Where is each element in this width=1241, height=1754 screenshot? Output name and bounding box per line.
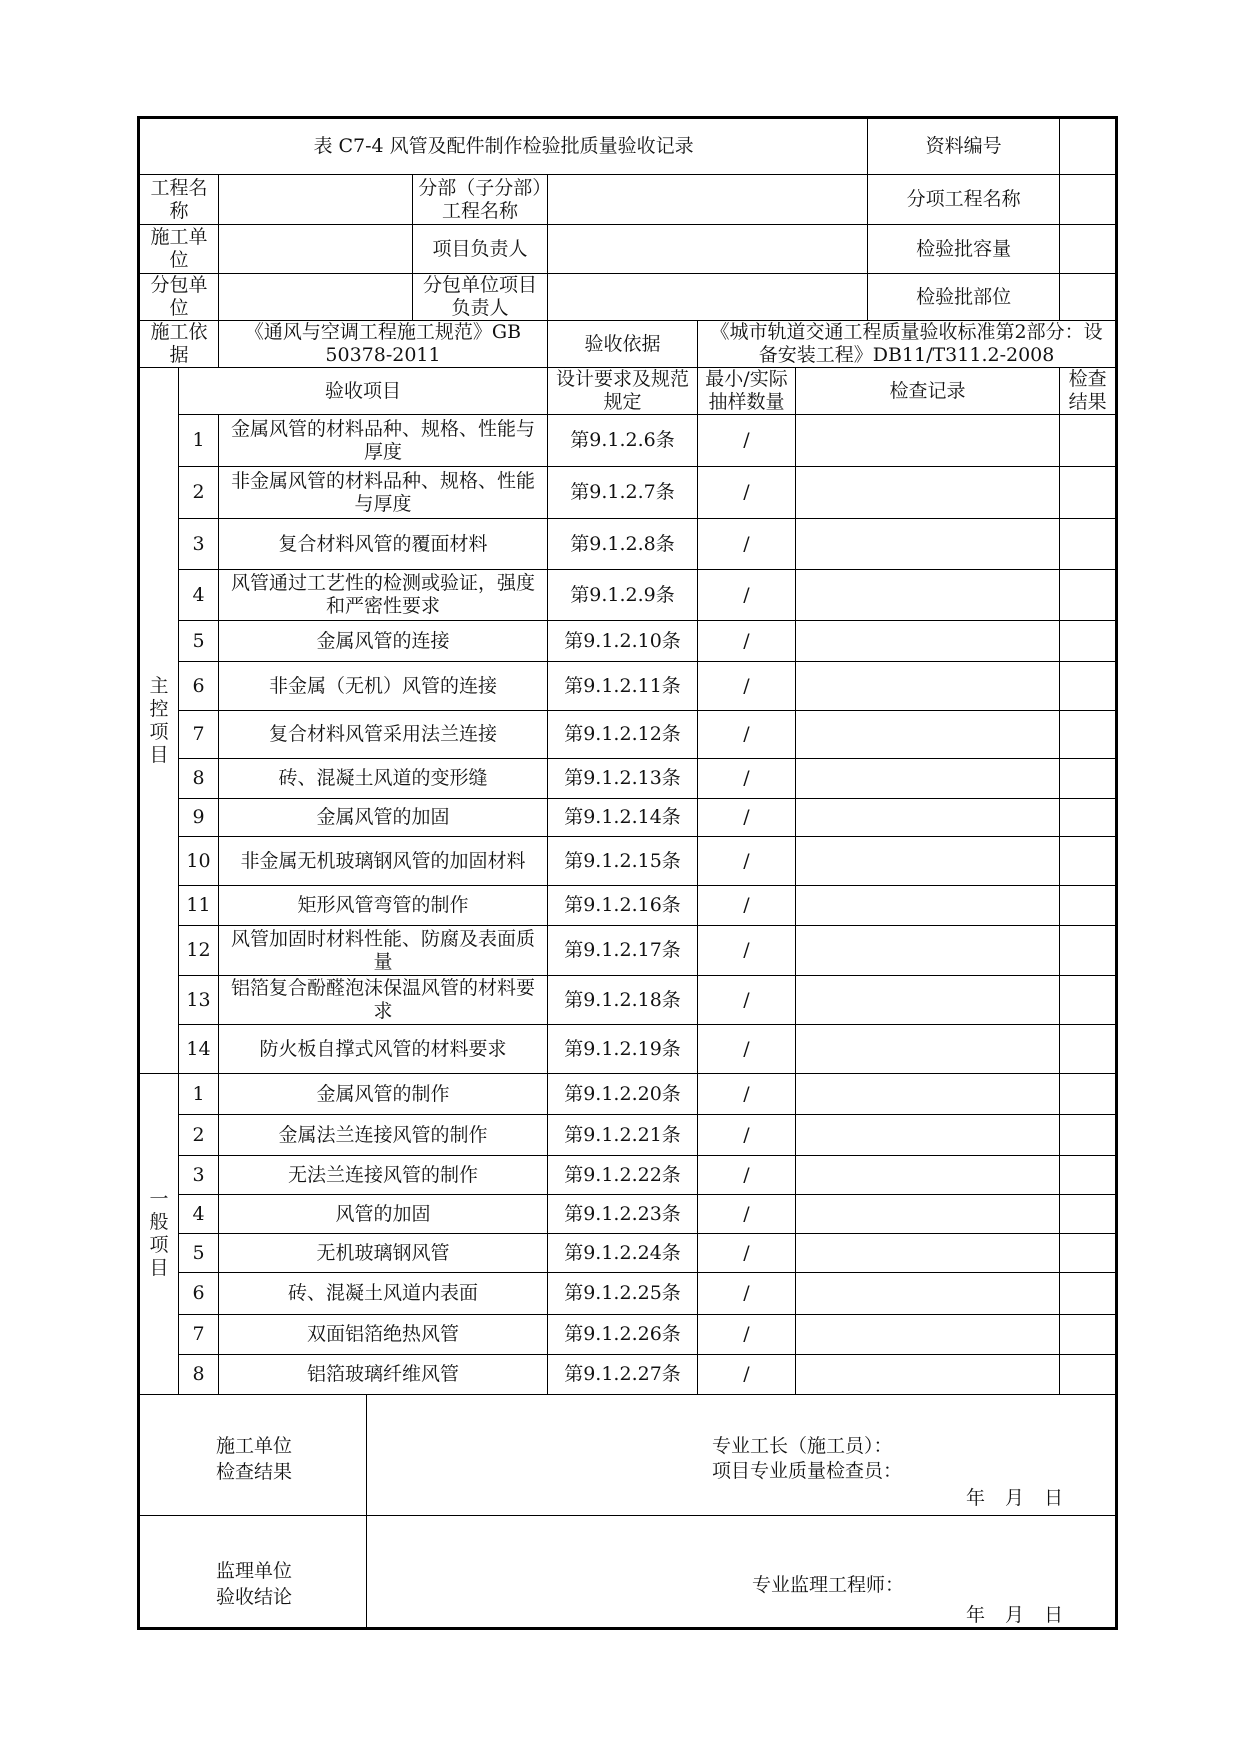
item-no: 3 [179, 1156, 219, 1195]
date-label-2: 年 月 日 [966, 1604, 1064, 1626]
item-record[interactable] [796, 759, 1060, 799]
item-record[interactable] [796, 621, 1060, 662]
item-no: 9 [179, 799, 219, 837]
item-no: 4 [179, 1195, 219, 1234]
item-no: 5 [179, 1234, 219, 1273]
item-clause: 第9.1.2.20条 [548, 1074, 698, 1115]
col-design-header: 设计要求及规范规定 [548, 368, 698, 415]
item-sample[interactable]: / [698, 415, 796, 467]
item-record[interactable] [796, 662, 1060, 711]
table-row [139, 976, 1117, 1025]
item-clause: 第9.1.2.9条 [548, 570, 698, 621]
item-clause: 第9.1.2.21条 [548, 1115, 698, 1156]
item-result[interactable] [1060, 621, 1117, 662]
item-record[interactable] [796, 799, 1060, 837]
item-record[interactable] [796, 711, 1060, 759]
item-record[interactable] [796, 1156, 1060, 1195]
item-sample[interactable]: / [698, 1355, 796, 1395]
subdivision-label: 分部（子分部）工程名称 [413, 175, 548, 225]
item-clause: 第9.1.2.8条 [548, 519, 698, 570]
table-row [139, 1156, 1117, 1195]
item-name: 金属法兰连接风管的制作 [219, 1115, 548, 1156]
item-result[interactable] [1060, 759, 1117, 799]
item-no: 3 [179, 519, 219, 570]
item-record[interactable] [796, 886, 1060, 926]
item-name: 非金属（无机）风管的连接 [219, 662, 548, 711]
item-clause: 第9.1.2.23条 [548, 1195, 698, 1234]
qc-label: 项目专业质量检查员： [712, 1460, 903, 1482]
item-sample[interactable]: / [698, 711, 796, 759]
item-sample[interactable]: / [698, 886, 796, 926]
col-record-header: 检查记录 [796, 368, 1060, 415]
supervisor-signoff-area[interactable] [367, 1516, 1117, 1629]
item-result[interactable] [1060, 1355, 1117, 1395]
item-sample[interactable]: / [698, 976, 796, 1025]
item-result[interactable] [1060, 1315, 1117, 1355]
item-record[interactable] [796, 926, 1060, 976]
item-name: 复合材料风管的覆面材料 [219, 519, 548, 570]
item-no: 4 [179, 570, 219, 621]
item-name: 风管的加固 [219, 1195, 548, 1234]
item-no: 12 [179, 926, 219, 976]
project-name-value[interactable] [219, 175, 413, 225]
item-sample[interactable]: / [698, 799, 796, 837]
item-record[interactable] [796, 1234, 1060, 1273]
table-row [139, 759, 1117, 799]
sub-manager-value[interactable] [548, 274, 868, 321]
item-clause: 第9.1.2.15条 [548, 837, 698, 886]
item-clause: 第9.1.2.10条 [548, 621, 698, 662]
item-record[interactable] [796, 1273, 1060, 1315]
table-row [139, 1115, 1117, 1156]
batch-location-label: 检验批部位 [868, 274, 1060, 321]
table-row [139, 570, 1117, 621]
item-result[interactable] [1060, 1156, 1117, 1195]
table-row [139, 1315, 1117, 1355]
item-sample[interactable]: / [698, 1025, 796, 1074]
item-no: 13 [179, 976, 219, 1025]
item-no: 11 [179, 886, 219, 926]
project-name-label: 工程名称 [139, 175, 219, 225]
item-name: 矩形风管弯管的制作 [219, 886, 548, 926]
table-row [139, 926, 1117, 976]
table-row [139, 662, 1117, 711]
item-sample[interactable]: / [698, 837, 796, 886]
contractor-signoff-area[interactable] [367, 1395, 1117, 1516]
item-name: 铝箔复合酚醛泡沫保温风管的材料要求 [219, 976, 548, 1025]
basis-label: 施工依据 [139, 321, 219, 368]
item-sample[interactable]: / [698, 926, 796, 976]
item-no: 8 [179, 759, 219, 799]
supervisor-signoff-line1: 监理单位 [216, 1560, 293, 1582]
general-group-label: 一 般 项 目 [139, 1074, 179, 1395]
item-clause: 第9.1.2.22条 [548, 1156, 698, 1195]
item-no: 7 [179, 1315, 219, 1355]
main-group-label: 主 控 项 目 [139, 368, 179, 1074]
item-clause: 第9.1.2.17条 [548, 926, 698, 976]
table-row [139, 467, 1117, 519]
item-result[interactable] [1060, 570, 1117, 621]
subitem-label: 分项工程名称 [868, 175, 1060, 225]
item-name: 金属风管的材料品种、规格、性能与厚度 [219, 415, 548, 467]
item-record[interactable] [796, 1115, 1060, 1156]
table-row [139, 415, 1117, 467]
item-result[interactable] [1060, 1273, 1117, 1315]
item-name: 风管通过工艺性的检测或验证，强度和严密性要求 [219, 570, 548, 621]
item-name: 砖、混凝土风道内表面 [219, 1273, 548, 1315]
item-sample[interactable]: / [698, 1234, 796, 1273]
engineer-label: 专业监理工程师： [752, 1574, 905, 1596]
item-no: 5 [179, 621, 219, 662]
item-record[interactable] [796, 467, 1060, 519]
item-record[interactable] [796, 519, 1060, 570]
item-name: 金属风管的制作 [219, 1074, 548, 1115]
item-sample[interactable]: / [698, 467, 796, 519]
item-record[interactable] [796, 837, 1060, 886]
sub-manager-label: 分包单位项目负责人 [413, 274, 548, 321]
item-clause: 第9.1.2.13条 [548, 759, 698, 799]
item-clause: 第9.1.2.6条 [548, 415, 698, 467]
item-name: 铝箔玻璃纤维风管 [219, 1355, 548, 1395]
table-row [139, 711, 1117, 759]
inspection-record-form [137, 116, 1118, 1630]
item-sample[interactable]: / [698, 1115, 796, 1156]
contractor-value[interactable] [219, 225, 413, 274]
item-sample[interactable]: / [698, 1074, 796, 1115]
item-clause: 第9.1.2.16条 [548, 886, 698, 926]
item-name: 非金属风管的材料品种、规格、性能与厚度 [219, 467, 548, 519]
table-row [139, 1273, 1117, 1315]
item-result[interactable] [1060, 1025, 1117, 1074]
subdivision-value[interactable] [548, 175, 868, 225]
acceptance-basis-value: 《城市轨道交通工程质量验收标准第2部分：设备安装工程》DB11/T311.2-2008 [698, 321, 1117, 368]
table-row [139, 799, 1117, 837]
item-clause: 第9.1.2.12条 [548, 711, 698, 759]
table-row [139, 519, 1117, 570]
table-row [139, 1074, 1117, 1115]
item-no: 14 [179, 1025, 219, 1074]
item-record[interactable] [796, 1074, 1060, 1115]
item-no: 2 [179, 467, 219, 519]
item-record[interactable] [796, 570, 1060, 621]
item-sample[interactable]: / [698, 1195, 796, 1234]
item-sample[interactable]: / [698, 570, 796, 621]
item-no: 10 [179, 837, 219, 886]
date-label: 年 月 日 [966, 1487, 1064, 1509]
item-clause: 第9.1.2.7条 [548, 467, 698, 519]
item-name: 金属风管的连接 [219, 621, 548, 662]
acceptance-basis-label: 验收依据 [548, 321, 698, 368]
doc-no-label: 资料编号 [868, 118, 1060, 175]
item-result[interactable] [1060, 467, 1117, 519]
table-row [139, 1025, 1117, 1074]
basis-value: 《通风与空调工程施工规范》GB 50378-2011 [219, 321, 548, 368]
item-result[interactable] [1060, 837, 1117, 886]
table-row [139, 886, 1117, 926]
project-manager-value[interactable] [548, 225, 868, 274]
item-result[interactable] [1060, 662, 1117, 711]
item-record[interactable] [796, 976, 1060, 1025]
item-sample[interactable]: / [698, 662, 796, 711]
item-result[interactable] [1060, 415, 1117, 467]
item-clause: 第9.1.2.19条 [548, 1025, 698, 1074]
item-name: 砖、混凝土风道的变形缝 [219, 759, 548, 799]
item-record[interactable] [796, 1195, 1060, 1234]
item-no: 1 [179, 1074, 219, 1115]
item-no: 6 [179, 1273, 219, 1315]
subitem-value[interactable] [1060, 175, 1117, 225]
item-record[interactable] [796, 1315, 1060, 1355]
form-title: 表 C7-4 风管及配件制作检验批质量验收记录 [139, 118, 868, 175]
item-clause: 第9.1.2.27条 [548, 1355, 698, 1395]
item-name: 无机玻璃钢风管 [219, 1234, 548, 1273]
item-result[interactable] [1060, 799, 1117, 837]
batch-location-value[interactable] [1060, 274, 1117, 321]
item-name: 防火板自撑式风管的材料要求 [219, 1025, 548, 1074]
item-no: 8 [179, 1355, 219, 1395]
item-clause: 第9.1.2.11条 [548, 662, 698, 711]
item-sample[interactable]: / [698, 759, 796, 799]
item-name: 复合材料风管采用法兰连接 [219, 711, 548, 759]
doc-no-value[interactable] [1060, 118, 1117, 175]
contractor-signoff-line2: 检查结果 [216, 1461, 293, 1483]
item-result[interactable] [1060, 1115, 1117, 1156]
item-sample[interactable]: / [698, 1315, 796, 1355]
foreman-label: 专业工长（施工员）： [712, 1435, 893, 1457]
contractor-signoff-label [139, 1395, 367, 1516]
item-clause: 第9.1.2.24条 [548, 1234, 698, 1273]
item-result[interactable] [1060, 976, 1117, 1025]
item-result[interactable] [1060, 886, 1117, 926]
subcontractor-value[interactable] [219, 274, 413, 321]
item-sample[interactable]: / [698, 621, 796, 662]
col-sample-header: 最小/实际抽样数量 [698, 368, 796, 415]
item-result[interactable] [1060, 1195, 1117, 1234]
item-sample[interactable]: / [698, 1156, 796, 1195]
item-name: 无法兰连接风管的制作 [219, 1156, 548, 1195]
contractor-signoff-line1: 施工单位 [216, 1435, 293, 1457]
item-no: 7 [179, 711, 219, 759]
item-clause: 第9.1.2.18条 [548, 976, 698, 1025]
item-record[interactable] [796, 415, 1060, 467]
table-row [139, 1195, 1117, 1234]
item-name: 风管加固时材料性能、防腐及表面质量 [219, 926, 548, 976]
item-sample[interactable]: / [698, 1273, 796, 1315]
supervisor-signoff-label [139, 1516, 367, 1629]
batch-capacity-label: 检验批容量 [868, 225, 1060, 274]
col-item-header: 验收项目 [179, 368, 548, 415]
supervisor-signoff-line2: 验收结论 [216, 1586, 293, 1608]
item-name: 金属风管的加固 [219, 799, 548, 837]
item-no: 1 [179, 415, 219, 467]
item-clause: 第9.1.2.26条 [548, 1315, 698, 1355]
batch-capacity-value[interactable] [1060, 225, 1117, 274]
item-clause: 第9.1.2.25条 [548, 1273, 698, 1315]
table-row [139, 1355, 1117, 1395]
subcontractor-label: 分包单位 [139, 274, 219, 321]
table-row [139, 1234, 1117, 1273]
item-record[interactable] [796, 1355, 1060, 1395]
item-sample[interactable]: / [698, 519, 796, 570]
item-no: 6 [179, 662, 219, 711]
item-clause: 第9.1.2.14条 [548, 799, 698, 837]
item-result[interactable] [1060, 519, 1117, 570]
table-row [139, 837, 1117, 886]
item-record[interactable] [796, 1025, 1060, 1074]
item-result[interactable] [1060, 1234, 1117, 1273]
item-result[interactable] [1060, 711, 1117, 759]
item-result[interactable] [1060, 926, 1117, 976]
item-no: 2 [179, 1115, 219, 1156]
contractor-label: 施工单位 [139, 225, 219, 274]
item-name: 双面铝箔绝热风管 [219, 1315, 548, 1355]
item-name: 非金属无机玻璃钢风管的加固材料 [219, 837, 548, 886]
table-row [139, 621, 1117, 662]
project-manager-label: 项目负责人 [413, 225, 548, 274]
col-result-header: 检查结果 [1060, 368, 1117, 415]
item-result[interactable] [1060, 1074, 1117, 1115]
